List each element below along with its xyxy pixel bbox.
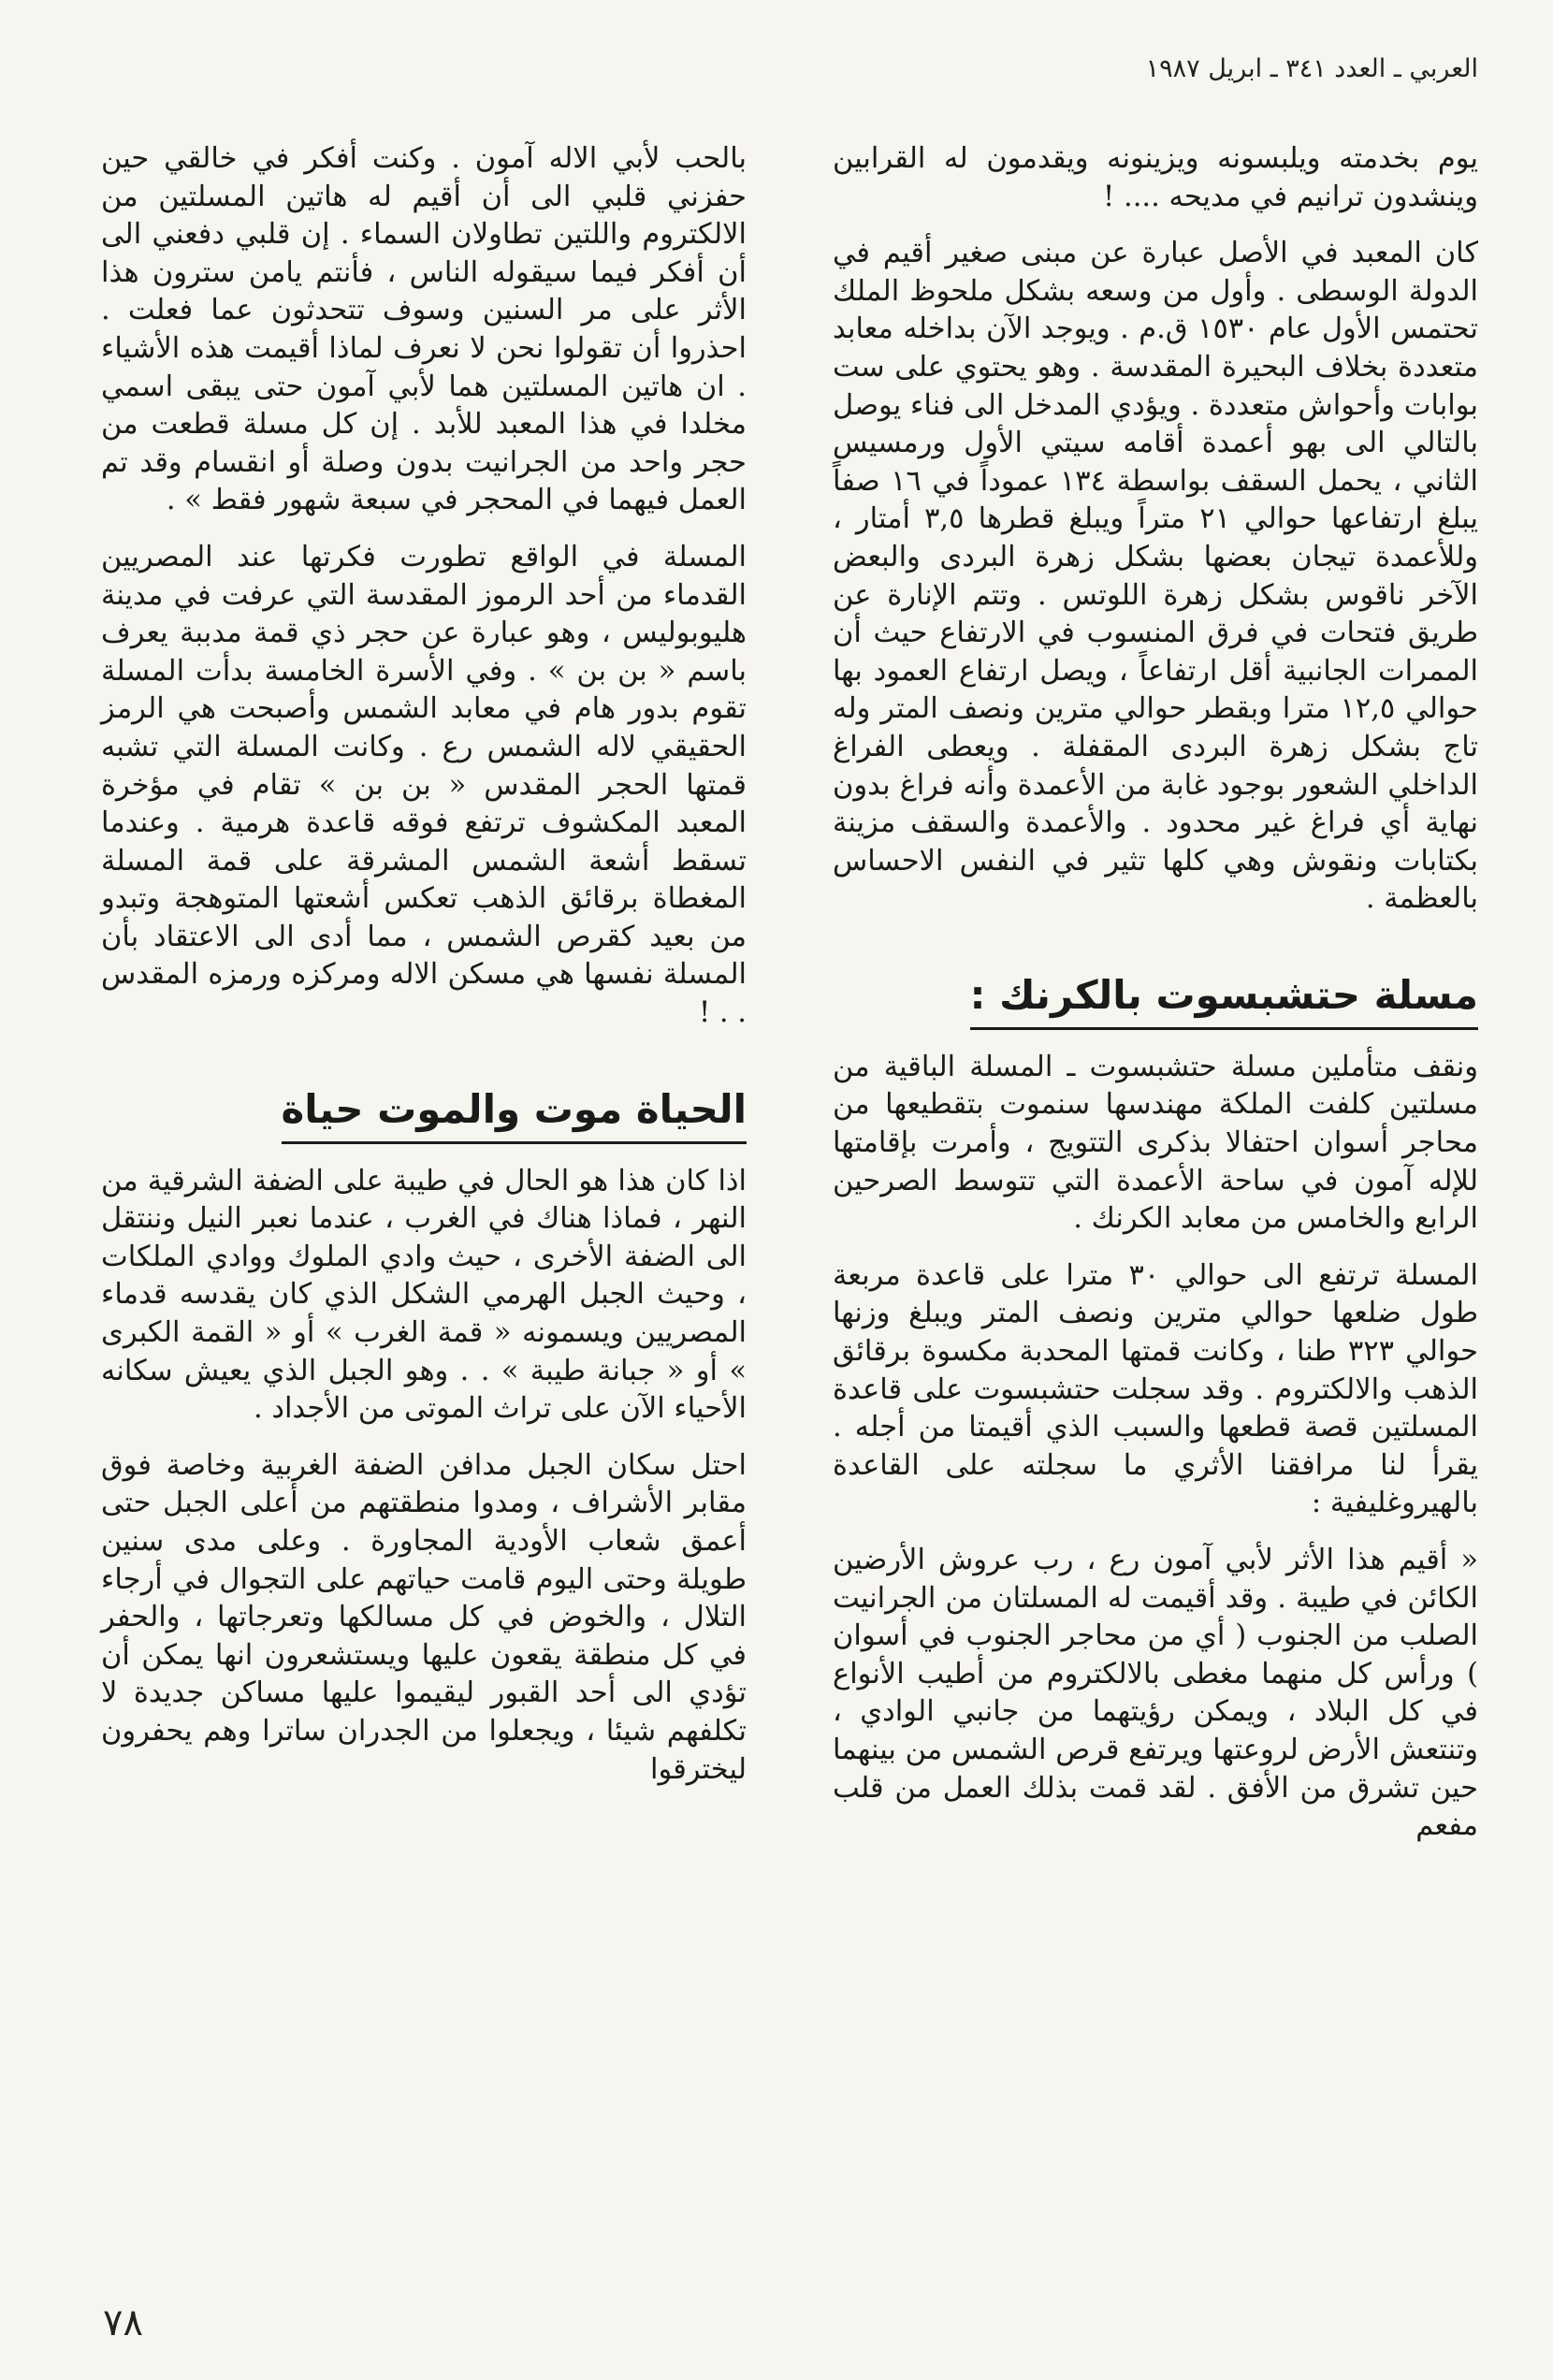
paragraph: احتل سكان الجبل مدافن الضفة الغربية وخاصة فوق مقابر الأشراف ، ومدوا منطقتهم من أعلى الجبل حتى أعمق شعاب الأودية المجاورة . وعلى مدى سنين طويلة وحتى اليوم قامت حياتهم على التجوال في أرجاء التلال ، والخوض في كل مسالكها وتعرجاتها ، والحفر في كل منطقة يقعون عليها ويستشعرون انها يمكن أن تؤدي الى أحد القبور ليقيموا عليها مساكن جديدة لا تكلفهم شيئا ، ويجعلوا من الجدران ساترا وهم يحفرون ليخترقوا	[101, 1448, 747, 1786]
paragraph-inscription-quote: « أقيم هذا الأثر لأبي آمون رع ، رب عروش الأرضين الكائن في طيبة . وقد أقيمت له المسلتان من الجرانيت الصلب من الجنوب ( أي من محاجر الجنوب في أسوان ) ورأس كل منهما مغطى بالالكتروم من أطيب الأنواع في كل البلاد ، ويمكن رؤيتهما من جانبي الوادي ، وتنتعش الأرض لروعتها ويرتفع قرص الشمس من بينهما حين تشرق من الأفق . لقد قمت بذلك العمل من قلب مفعم	[833, 1544, 1478, 1843]
paragraph: المسلة ترتفع الى حوالي ٣٠ مترا على قاعدة مربعة طول ضلعها حوالي مترين ونصف المتر ويبلغ وزنها حوالي ٣٢٣ طنا ، وكانت قمتها المحدبة مكسوة برقائق الذهب والالكتروم . وقد سجلت حتشبسوت على قاعدة المسلتين قصة قطعها والسبب الذي أقيمتا من أجله . يقرأ لنا مرافقنا الأثري ما سجلته على القاعدة بالهيروغليفية :	[833, 1258, 1478, 1520]
running-head: العربي ـ العدد ٣٤١ ـ ابريل ١٩٨٧	[1145, 54, 1478, 83]
paragraph: اذا كان هذا هو الحال في طيبة على الضفة الشرقية من النهر ، فماذا هناك في الغرب ، عندما نعبر النيل وننتقل الى الضفة الأخرى ، حيث وادي الملوك ووادي الملكات ، وحيث الجبل الهرمي الشكل الذي كان يقدسه قدماء المصريين ويسمونه « قمة الغرب » أو « القمة الكبرى » أو « جبانة طيبة » . . وهو الجبل الذي يعيش سكانه الأحياء الآن على تراث الموتى من الأجداد .	[101, 1164, 747, 1426]
section-heading-hatshepsut-obelisk: مسلة حتشبسوت بالكرنك :	[970, 969, 1478, 1030]
section-heading-life-death: الحياة موت والموت حياة	[282, 1083, 747, 1144]
paragraph: المسلة في الواقع تطورت فكرتها عند المصريين القدماء من أحد الرموز المقدسة التي عرفت في مدينة هليوبوليس ، وهو عبارة عن حجر ذي قمة مدببة يعرف باسم « بن بن » . وفي الأسرة الخامسة بدأت المسلة تقوم بدور هام في معابد الشمس وأصبحت هي الرمز الحقيقي لاله الشمس رع . وكانت المسلة التي تشبه قمتها الحجر المقدس « بن بن » تقام في مؤخرة المعبد المكشوف ترتفع فوقه قاعدة هرمية . وعندما تسقط أشعة الشمس المشرقة على قمة المسلة المغطاة برقائق الذهب تعكس أشعتها المتوهجة وتبدو من بعيد كقرص الشمس ، مما أدى الى الاعتقاد بأن المسلة نفسها هي مسكن الاله ومركزه ورمزه المقدس . . !	[101, 540, 747, 1030]
paragraph-inscription-quote-continued: بالحب لأبي الاله آمون . وكنت أفكر في خالقي حين حفزني قلبي الى أن أقيم له هاتين المسلتين من الالكتروم واللتين تطاولان السماء . إن قلبي دفعني الى أن أفكر فيما سيقوله الناس ، فأنتم يامن سترون هذا الأثر على مر السنين وسوف تتحدثون عما فعلت . احذروا أن تقولوا نحن لا نعرف لماذا أقيمت هذه الأشياء . ان هاتين المسلتين هما لأبي آمون حتى يبقى اسمي مخلدا في هذا المعبد للأبد . إن كل مسلة قطعت من حجر واحد من الجرانيت بدون وصلة أو انقسام وقد تم العمل فيهما في المحجر في سبعة شهور فقط » .	[101, 142, 747, 517]
right-column	[833, 140, 1478, 1865]
paragraph: كان المعبد في الأصل عبارة عن مبنى صغير أقيم في الدولة الوسطى . وأول من وسعه بشكل ملحوظ الملك تحتمس الأول عام ١٥٣٠ ق.م . ويوجد الآن بداخله معابد متعددة بخلاف البحيرة المقدسة . وهو يحتوي على ست بوابات وأحواش متعددة . ويؤدي المدخل الى فناء يوصل بالتالي الى بهو أعمدة أقامه سيتي الأول ورمسيس الثاني ، يحمل السقف بواسطة ١٣٤ عموداً في ١٦ صفاً يبلغ ارتفاعها حوالي ٢١ متراً ويبلغ قطرها ٣,٥ أمتار ، وللأعمدة تيجان بعضها بشكل زهرة البردى والبعض الآخر ناقوس بشكل زهرة اللوتس . وتتم الإنارة عن طريق فتحات في فرق المنسوب في الارتفاع حيث أن الممرات الجانبية أقل ارتفاعاً ، ويصل ارتفاع العمود بها حوالي ١٢,٥ مترا وبقطر حوالي مترين ونصف المتر وله تاج بشكل زهرة البردى المقفلة . ويعطى الفراغ الداخلي الشعور بوجود غابة من الأعمدة وأنه فراغ بدون نهاية أي فراغ غير محدود . والأعمدة والسقف مزينة بكتابات ونقوش وهي كلها تثير في النفس الاحساس بالعظمة .	[833, 237, 1478, 916]
left-column	[101, 140, 747, 1807]
paragraph: يوم بخدمته ويلبسونه ويزينونه ويقدمون له القرابين وينشدون ترانيم في مديحه .... !	[833, 142, 1478, 213]
page-number: ٧٨	[103, 2301, 143, 2344]
paragraph: ونقف متأملين مسلة حتشبسوت ـ المسلة الباقية من مسلتين كلفت الملكة مهندسها سنموت بتقطيعها من محاجر أسوان احتفالا بذكرى التتويج ، وأمرت بإقامتها للإله آمون في ساحة الأعمدة التي تتوسط الصرحين الرابع والخامس من معابد الكرنك .	[833, 1050, 1478, 1236]
